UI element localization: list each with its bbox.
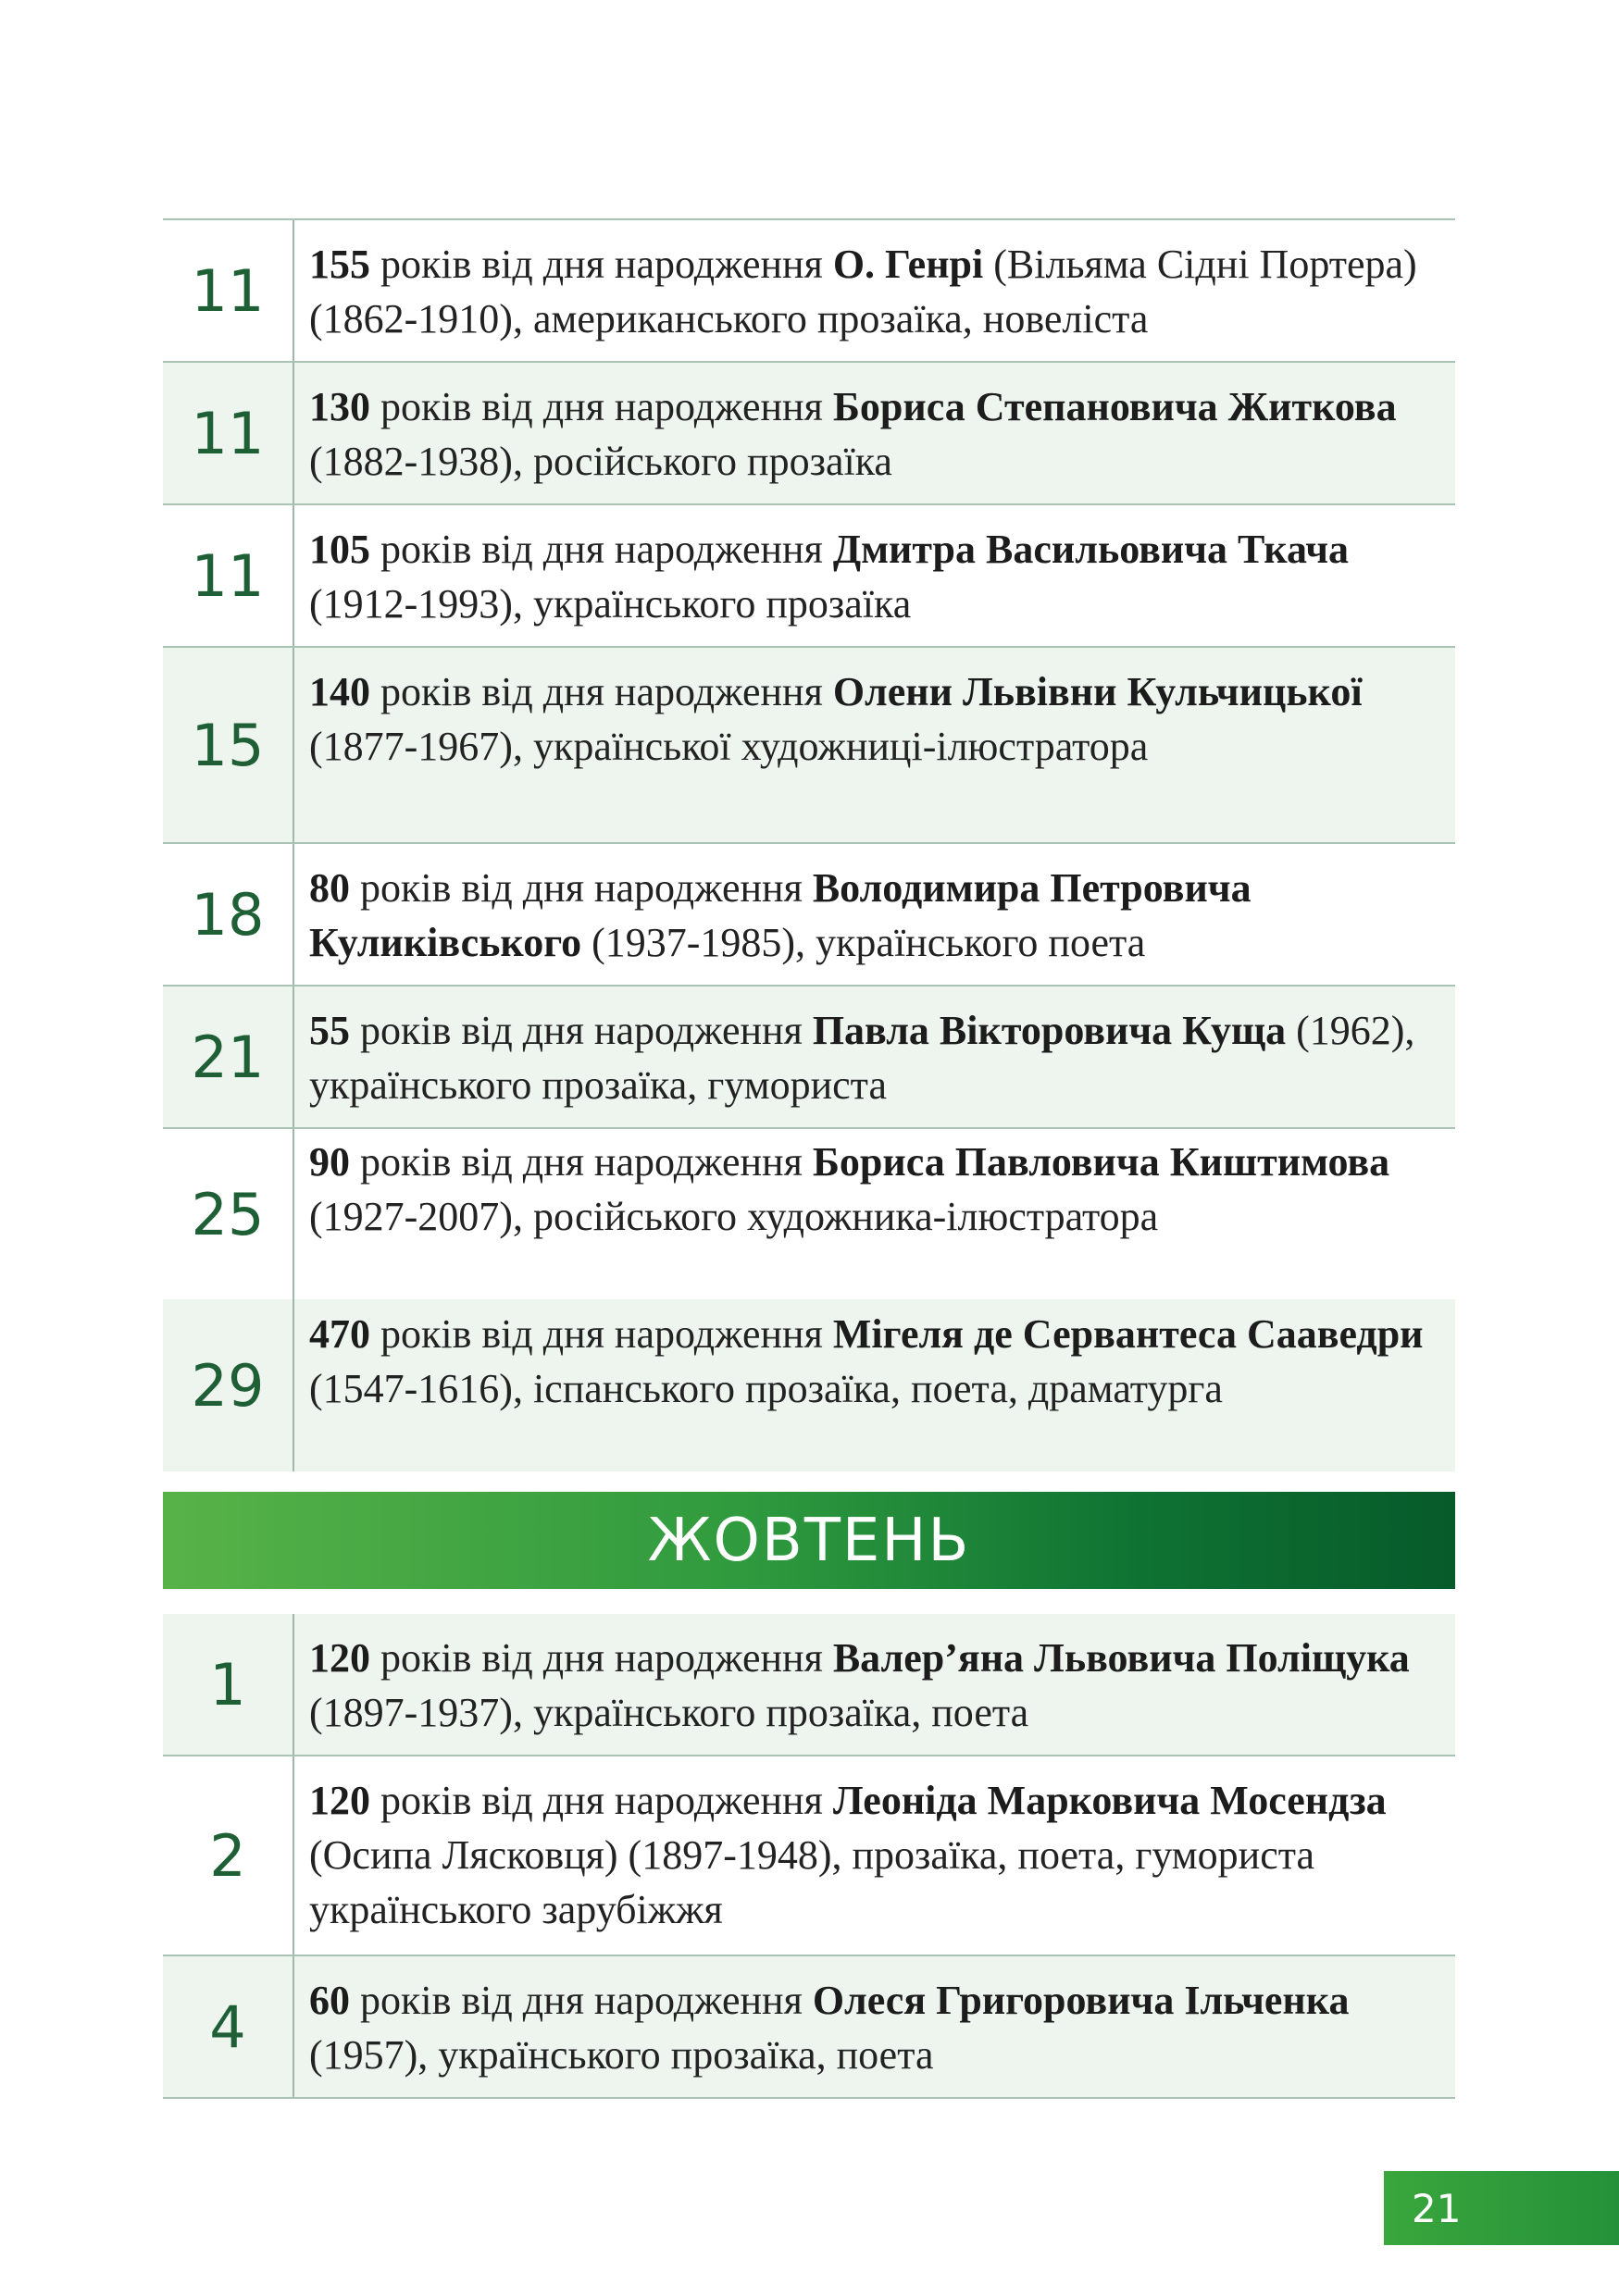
person-name: Павла Вікторовича Куща	[812, 1008, 1287, 1053]
day-cell: 2	[163, 1756, 294, 1955]
day-cell: 25	[163, 1129, 294, 1299]
day-cell: 11	[163, 363, 294, 503]
person-name: Мігеля де Сервантеса Сааведри	[832, 1311, 1424, 1357]
years-count: 120	[309, 1635, 370, 1681]
day-cell: 29	[163, 1299, 294, 1471]
entry-phrase: років від дня народження	[370, 1311, 833, 1357]
day-cell: 21	[163, 987, 294, 1127]
entry-details: (1937-1985), українського поета	[581, 920, 1146, 965]
entry-details: (1912-1993), українського прозаїка	[309, 581, 912, 627]
day-cell: 1	[163, 1614, 294, 1755]
person-name: Леоніда Марковича Мосендза	[832, 1778, 1387, 1823]
entry-text	[294, 1956, 1455, 2097]
person-name: Олеся Григоровича Ільченка	[812, 1978, 1350, 2023]
table-row	[163, 987, 1455, 1129]
years-count: 130	[309, 384, 370, 429]
years-count: 90	[309, 1139, 350, 1185]
entry-text	[294, 1614, 1455, 1755]
entry-details: (1882-1938), російського прозаїка	[309, 439, 892, 484]
table-row	[163, 1299, 1455, 1471]
entry-text	[294, 648, 1455, 842]
person-name: Олени Львівни Кульчицької	[832, 669, 1363, 714]
entry-details: (1957), українського прозаїка, поета	[309, 2032, 934, 2078]
table-row	[163, 1956, 1455, 2099]
person-name: Валер’яна Львовича Поліщука	[832, 1635, 1410, 1681]
entry-text	[294, 1756, 1455, 1955]
years-count: 120	[309, 1778, 370, 1823]
month-header: ЖОВТЕНЬ	[163, 1492, 1455, 1589]
entry-details: (Вільяма Сідні Портера) (1862-1910), американського прозаїка, новеліста	[309, 242, 1417, 341]
entry-phrase: років від дня народження	[370, 1778, 833, 1823]
entry-text	[294, 505, 1455, 646]
entry-details: (1897-1937), українського прозаїка, поета	[309, 1690, 1029, 1735]
day-cell: 11	[163, 220, 294, 361]
entry-text	[294, 1129, 1455, 1299]
day-cell: 18	[163, 844, 294, 985]
years-count: 80	[309, 865, 350, 911]
entry-text	[294, 844, 1455, 985]
entry-details: (1877-1967), української художниці-ілюстратора	[309, 724, 1149, 769]
entry-phrase: років від дня народження	[370, 384, 833, 429]
person-name: Дмитра Васильовича Ткача	[832, 527, 1350, 572]
entry-phrase: років від дня народження	[350, 1008, 813, 1053]
table-row	[163, 1129, 1455, 1299]
person-name: Володимира Петровича Куликівського	[309, 865, 1252, 965]
day-cell: 11	[163, 505, 294, 646]
entry-details: (Осипа Лясковця) (1897-1948), прозаїка, поета, гумориста українського зарубіжжя	[309, 1832, 1315, 1932]
years-count: 470	[309, 1311, 370, 1357]
entry-text	[294, 987, 1455, 1127]
entry-phrase: років від дня народження	[350, 1139, 813, 1185]
anniversary-table-september	[163, 218, 1455, 1471]
page-number: 21	[1384, 2171, 1619, 2245]
entry-text	[294, 363, 1455, 503]
table-row	[163, 1756, 1455, 1956]
person-name: О. Генрі	[832, 242, 984, 287]
entry-details: (1927-2007), російського художника-ілюстратора	[309, 1194, 1159, 1239]
entry-phrase: років від дня народження	[370, 1635, 833, 1681]
years-count: 140	[309, 669, 370, 714]
person-name: Бориса Степановича Житкова	[832, 384, 1397, 429]
entry-phrase: років від дня народження	[350, 1978, 813, 2023]
entry-phrase: років від дня народження	[370, 527, 833, 572]
years-count: 155	[309, 242, 370, 287]
entry-details: (1547-1616), іспанського прозаїка, поета, драматурга	[309, 1366, 1223, 1411]
entry-details: (1962), українського прозаїка, гумориста	[309, 1008, 1415, 1108]
table-row	[163, 1614, 1455, 1756]
entry-phrase: років від дня народження	[370, 669, 833, 714]
entry-phrase: років від дня народження	[370, 242, 833, 287]
entry-phrase: років від дня народження	[350, 865, 813, 911]
entry-text	[294, 1299, 1455, 1471]
table-row	[163, 844, 1455, 987]
years-count: 105	[309, 527, 370, 572]
day-cell: 4	[163, 1956, 294, 2097]
table-row	[163, 363, 1455, 505]
anniversary-table-october	[163, 1614, 1455, 2099]
person-name: Бориса Павловича Киштимова	[812, 1139, 1390, 1185]
years-count: 60	[309, 1978, 350, 2023]
day-cell: 15	[163, 648, 294, 842]
table-row	[163, 220, 1455, 363]
table-row	[163, 505, 1455, 648]
years-count: 55	[309, 1008, 350, 1053]
entry-text	[294, 220, 1455, 361]
table-row	[163, 648, 1455, 844]
